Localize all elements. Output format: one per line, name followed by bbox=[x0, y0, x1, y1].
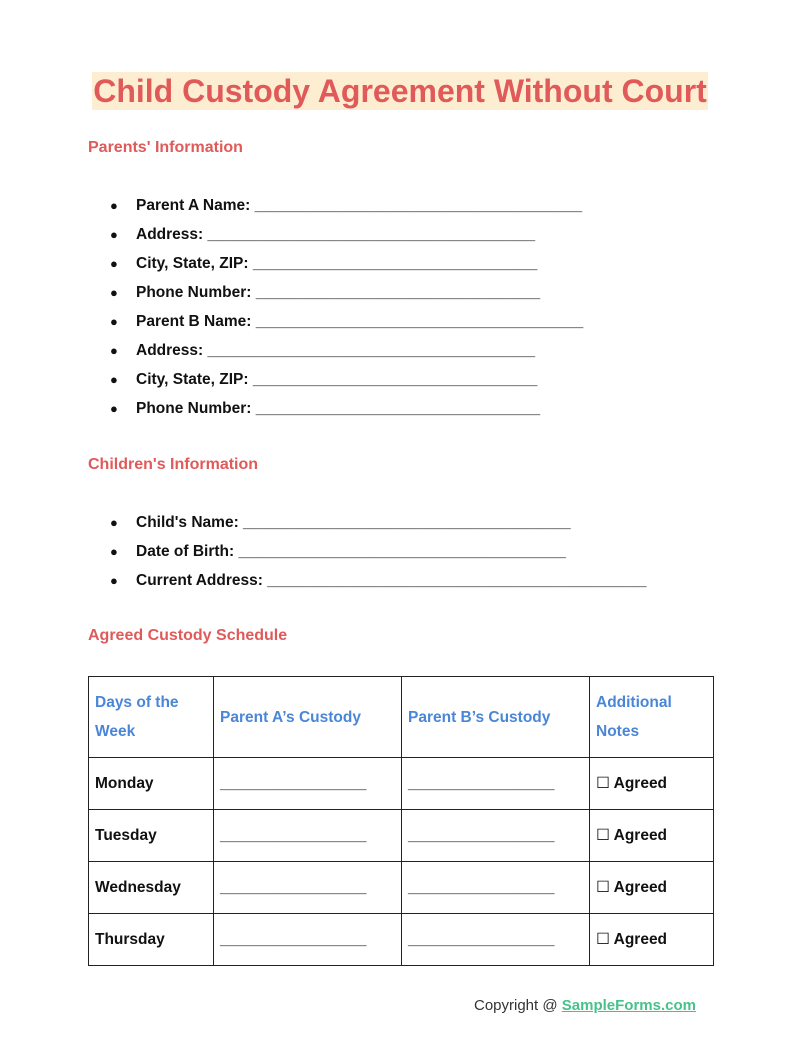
parent-a-blank[interactable]: _________________ bbox=[214, 914, 402, 966]
agreed-checkbox[interactable]: ☐ Agreed bbox=[590, 810, 714, 862]
brand-link[interactable]: SampleForms.com bbox=[561, 997, 696, 1014]
parent-a-blank[interactable]: _________________ bbox=[214, 862, 402, 914]
table-row bbox=[89, 758, 714, 810]
children-info-list bbox=[108, 508, 647, 595]
field-parent-b-address[interactable]: ● Address: ______________________________________ bbox=[110, 342, 536, 359]
parent-a-blank[interactable]: _________________ bbox=[214, 758, 402, 810]
parent-b-blank[interactable]: _________________ bbox=[402, 810, 590, 862]
parent-b-blank[interactable]: _________________ bbox=[402, 914, 590, 966]
header-days: Days of the Week bbox=[89, 677, 214, 758]
copyright-text: Copyright @ bbox=[474, 997, 562, 1014]
document-title: Child Custody Agreement Without Court bbox=[93, 73, 707, 109]
table-header-row bbox=[89, 677, 714, 758]
parents-info-heading: Parents' Information bbox=[88, 139, 243, 156]
agreed-checkbox[interactable]: ☐ Agreed bbox=[590, 862, 714, 914]
children-info-heading: Children's Information bbox=[88, 456, 259, 473]
table-row bbox=[89, 810, 714, 862]
day-cell: Tuesday bbox=[89, 810, 214, 862]
header-notes: Additional Notes bbox=[590, 677, 714, 758]
table-row bbox=[89, 914, 714, 966]
agreed-checkbox[interactable]: ☐ Agreed bbox=[590, 758, 714, 810]
field-child-name[interactable]: ● Child's Name: ______________________________________ bbox=[110, 514, 571, 531]
field-current-address[interactable]: ● Current Address: ____________________________________________ bbox=[110, 572, 647, 589]
field-parent-b-name[interactable]: ● Parent B Name: ______________________________________ bbox=[110, 313, 584, 330]
day-cell: Thursday bbox=[89, 914, 214, 966]
day-cell: Wednesday bbox=[89, 862, 214, 914]
field-parent-b-phone[interactable]: ● Phone Number: _________________________________ bbox=[110, 400, 541, 417]
custody-schedule-table bbox=[88, 676, 714, 966]
copyright-footer bbox=[474, 997, 696, 1014]
agreed-checkbox[interactable]: ☐ Agreed bbox=[590, 914, 714, 966]
field-date-of-birth[interactable]: ● Date of Birth: ______________________________________ bbox=[110, 543, 567, 560]
parent-b-blank[interactable]: _________________ bbox=[402, 862, 590, 914]
title-wrapper bbox=[0, 72, 800, 110]
parent-a-blank[interactable]: _________________ bbox=[214, 810, 402, 862]
parents-info-list bbox=[108, 191, 583, 423]
field-parent-a-address[interactable]: ● Address: ______________________________________ bbox=[110, 226, 536, 243]
table-row bbox=[89, 862, 714, 914]
field-parent-a-phone[interactable]: ● Phone Number: _________________________________ bbox=[110, 284, 541, 301]
header-parent-a: Parent A’s Custody bbox=[214, 677, 402, 758]
day-cell: Monday bbox=[89, 758, 214, 810]
schedule-heading: Agreed Custody Schedule bbox=[88, 627, 288, 644]
header-parent-b: Parent B’s Custody bbox=[402, 677, 590, 758]
field-parent-b-city-state-zip[interactable]: ● City, State, ZIP: _________________________________ bbox=[110, 371, 538, 388]
field-parent-a-city-state-zip[interactable]: ● City, State, ZIP: _________________________________ bbox=[110, 255, 538, 272]
parent-b-blank[interactable]: _________________ bbox=[402, 758, 590, 810]
field-parent-a-name[interactable]: ● Parent A Name: ______________________________________ bbox=[110, 197, 583, 214]
